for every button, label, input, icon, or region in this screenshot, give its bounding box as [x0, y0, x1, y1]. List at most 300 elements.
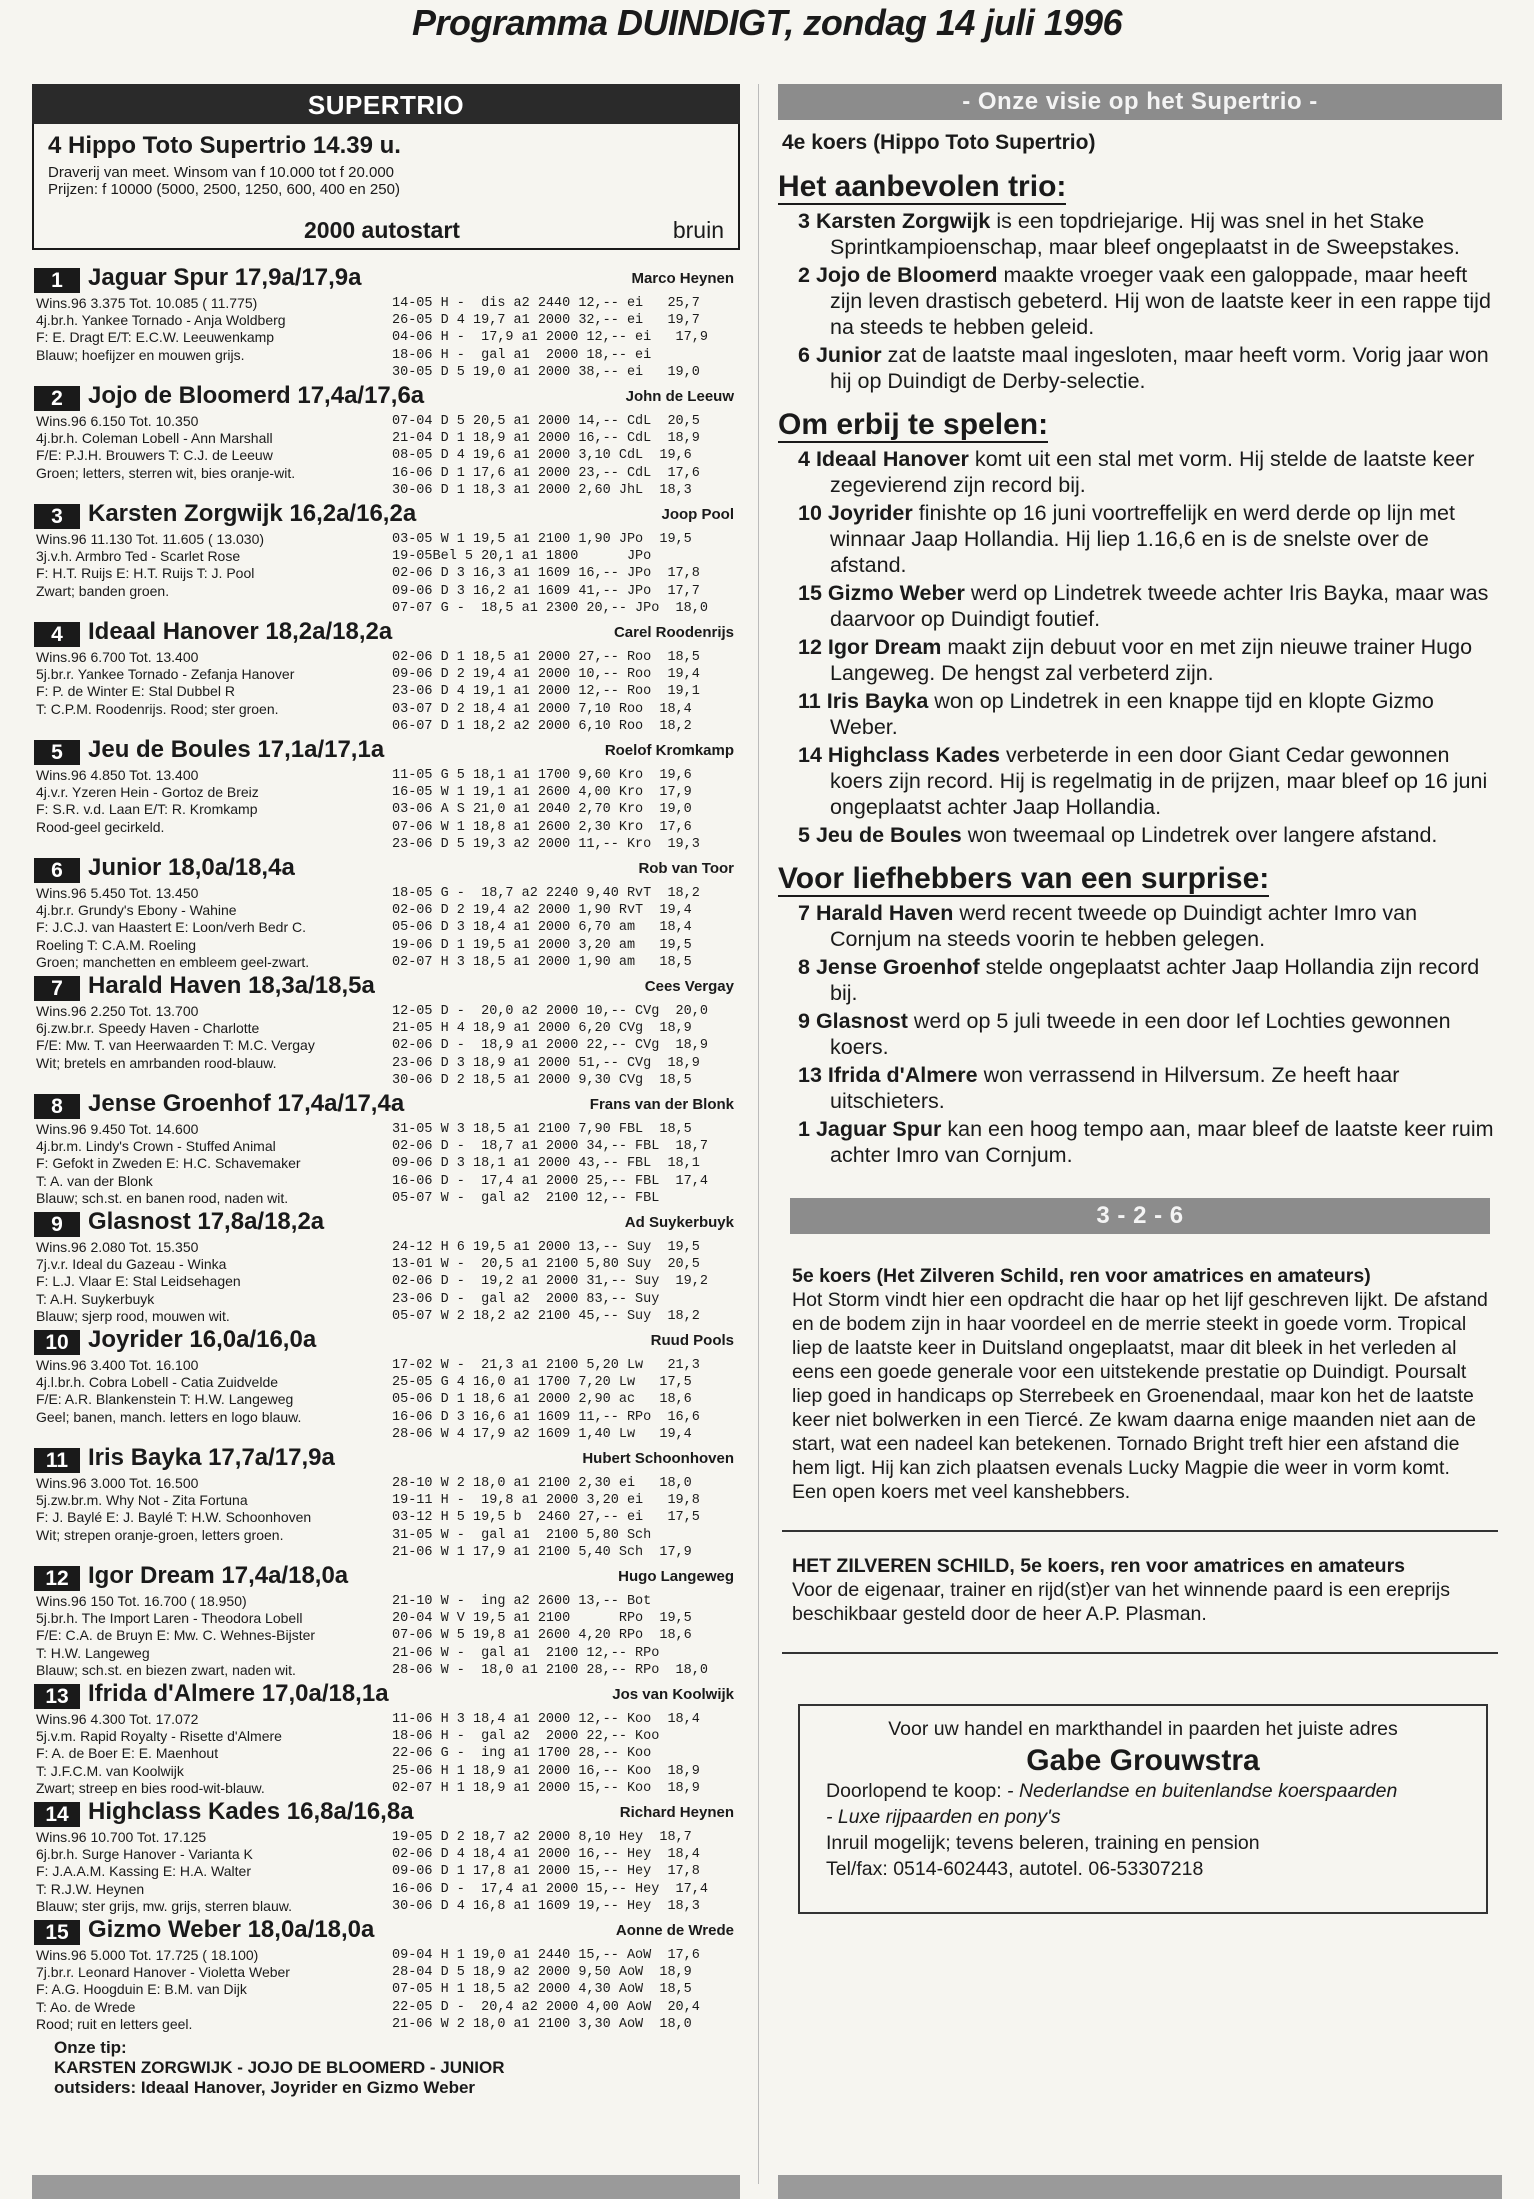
result-row: 16-06 D - 17,4 a1 2000 15,-- Hey 17,4: [392, 1881, 708, 1897]
result-row: 13-01 W - 20,5 a1 2100 5,80 Suy 20,5: [392, 1257, 700, 1273]
result-row: 20-04 W V 19,5 a1 2100 RPo 19,5: [392, 1611, 692, 1627]
result-row: 12-05 D - 20,0 a2 2000 10,-- CVg 20,0: [392, 1004, 708, 1019]
horse-results: [392, 885, 738, 971]
horse-entry: [32, 972, 740, 1090]
result-row: 09-06 D 3 16,2 a1 1609 41,-- JPo 17,7: [392, 583, 700, 599]
result-row: 19-05 D 2 18,7 a2 2000 8,10 Hey 18,7: [392, 1830, 692, 1845]
pick-horse: Ifrida d'Almere: [827, 1063, 978, 1087]
vision-section: [778, 408, 1502, 848]
horse-info-line: Rood; ruit en letters geel.: [36, 2015, 193, 2032]
horse-jockey: Ruud Pools: [650, 1332, 734, 1349]
pick-item: [778, 634, 1502, 686]
horse-info-line: F: J.C.J. van Haastert E: Loon/verh Bedr C.: [36, 919, 306, 936]
horse-info-line: Groen; manchetten en embleem geel-zwart.: [36, 953, 310, 970]
horse-name: Junior 18,0a/18,4a: [88, 854, 295, 881]
horse-info-line: Wins.96 10.700 Tot. 17.125: [36, 1829, 207, 1845]
horse-name: Harald Haven 18,3a/18,5a: [88, 972, 375, 999]
pick-number: 4: [798, 447, 810, 471]
horse-jockey: Ad Suykerbuyk: [624, 1214, 734, 1231]
horse-number: 15: [34, 1920, 80, 1945]
left-column: [32, 84, 740, 2098]
result-row: 08-05 D 4 19,6 a1 2000 3,10 CdL 19,6: [392, 448, 692, 464]
horse-info-line: Wins.96 5.450 Tot. 13.450: [36, 885, 199, 901]
horse-results: [392, 1829, 738, 1915]
horse-name: Jense Groenhof 17,4a/17,4a: [88, 1090, 405, 1117]
supertrio-bar: SUPERTRIO: [32, 84, 740, 124]
horse-info-line: 4j.v.r. Yzeren Hein - Gortoz de Breiz: [36, 784, 259, 801]
horse-jockey: Aonne de Wrede: [615, 1922, 734, 1939]
pick-horse: Jense Groenhof: [815, 955, 980, 979]
horse-entry: [32, 854, 740, 972]
result-row: 03-05 W 1 19,5 a1 2100 1,90 JPo 19,5: [392, 532, 692, 547]
pick-number: 1: [798, 1117, 810, 1141]
horse-jockey: Hugo Langeweg: [618, 1568, 734, 1585]
horse-number: 6: [34, 858, 80, 883]
horse-info-line: Wins.96 3.000 Tot. 16.500: [36, 1475, 199, 1491]
horse-info-line: F/E: Mw. T. van Heerwaarden T: M.C. Vergay: [36, 1037, 315, 1054]
horse-info: [36, 1357, 396, 1426]
pick-item: [778, 900, 1502, 952]
horse-entry: [32, 618, 740, 736]
result-row: 30-05 D 5 19,0 a1 2000 38,-- ei 19,0: [392, 364, 700, 380]
horse-info-line: T: J.F.C.M. van Koolwijk: [36, 1762, 184, 1779]
horse-info-line: F: P. de Winter E: Stal Dubbel R: [36, 683, 235, 700]
result-row: 26-05 D 4 19,7 a1 2000 32,-- ei 19,7: [392, 313, 700, 329]
horse-entry: [32, 736, 740, 854]
horse-info: [36, 295, 396, 364]
pick-text: won verrassend in Hilversum. Ze heeft haar uitschieters.: [830, 1063, 1400, 1113]
horse-info-line: Rood-geel gecirkeld.: [36, 818, 165, 835]
horse-info-line: Blauw; ster grijs, mw. grijs, sterren blauw.: [36, 1897, 292, 1914]
ad-name: Gabe Grouwstra: [1026, 1744, 1260, 1777]
horse-entry: [32, 1798, 740, 1916]
horse-info-line: Wit; bretels en amrbanden rood-blauw.: [36, 1054, 277, 1071]
race-header: [32, 124, 740, 250]
pick-number: 3: [798, 209, 810, 233]
horse-name: Karsten Zorgwijk 16,2a/16,2a: [88, 500, 417, 527]
horse-name: Jojo de Bloomerd 17,4a/17,6a: [88, 382, 425, 409]
horse-entry: [32, 500, 740, 618]
section-heading-text: Voor liefhebbers van een surprise:: [778, 862, 1270, 895]
result-row: 31-05 W 3 18,5 a1 2100 7,90 FBL 18,5: [392, 1122, 692, 1137]
result-row: 05-07 W - gal a2 2100 12,-- FBL: [392, 1190, 660, 1206]
vision-section: [778, 862, 1502, 1168]
tip-outsiders: outsiders: Ideaal Hanover, Joyrider en Gizmo Weber: [54, 2078, 476, 2097]
horse-number: 2: [34, 386, 80, 411]
horse-results: [392, 1475, 738, 1561]
horse-name: Jeu de Boules 17,1a/17,1a: [88, 736, 385, 763]
horse-info-line: F: S.R. v.d. Laan E/T: R. Kromkamp: [36, 801, 258, 818]
pick-number: 6: [798, 343, 810, 367]
horse-info-line: Wins.96 11.130 Tot. 11.605 ( 13.030): [36, 531, 265, 547]
horse-jockey: Frans van der Blonk: [589, 1096, 734, 1113]
pick-number: 13: [798, 1063, 822, 1087]
horse-results: [392, 649, 738, 735]
horse-name: Highclass Kades 16,8a/16,8a: [88, 1798, 414, 1825]
horse-info-line: 5j.br.r. Yankee Tornado - Zefanja Hanover: [36, 666, 295, 683]
pick-horse: Joyrider: [827, 501, 913, 525]
horse-entry: [32, 1208, 740, 1326]
horse-name: Jaguar Spur 17,9a/17,9a: [88, 264, 362, 291]
horse-name: Ifrida d'Almere 17,0a/18,1a: [88, 1680, 389, 1707]
race-title: 4 Hippo Toto Supertrio 14.39 u.: [48, 132, 401, 159]
result-row: 07-06 W 1 18,8 a1 2600 2,30 Kro 17,6: [392, 819, 692, 835]
horse-info: [36, 1593, 396, 1679]
horse-info-line: 5j.zw.br.m. Why Not - Zita Fortuna: [36, 1492, 248, 1509]
result-row: 02-06 D - 18,7 a1 2000 34,-- FBL 18,7: [392, 1139, 708, 1155]
horse-info-line: Wins.96 2.080 Tot. 15.350: [36, 1239, 199, 1255]
horse-info-line: F: Gefokt in Zweden E: H.C. Schavemaker: [36, 1155, 301, 1172]
result-row: 25-05 G 4 16,0 a1 1700 7,20 Lw 17,5: [392, 1375, 692, 1391]
ad-line-label: Doorlopend te koop:: [826, 1780, 1008, 1802]
horse-entry: [32, 1090, 740, 1208]
result-row: 02-06 D - 19,2 a1 2000 31,-- Suy 19,2: [392, 1274, 708, 1290]
koers5-article: [792, 1264, 1488, 1504]
horse-info-line: 3j.v.h. Armbro Ted - Scarlet Rose: [36, 548, 241, 565]
horse-info-line: F: J.A.A.M. Kassing E: H.A. Walter: [36, 1863, 251, 1880]
horse-jockey: Cees Vergay: [644, 978, 734, 995]
horse-entry: [32, 1444, 740, 1562]
horse-jockey: Hubert Schoonhoven: [582, 1450, 734, 1467]
pick-number: 14: [798, 743, 822, 767]
result-row: 02-06 D - 18,9 a1 2000 22,-- CVg 18,9: [392, 1038, 708, 1054]
result-row: 09-04 H 1 19,0 a1 2440 15,-- AoW 17,6: [392, 1948, 700, 1963]
horse-info-line: F/E: P.J.H. Brouwers T: C.J. de Leeuw: [36, 447, 273, 464]
horse-number: 4: [34, 622, 80, 647]
horse-info-line: Blauw; sch.st. en banen rood, naden wit.: [36, 1189, 289, 1206]
footer-bar: [32, 2175, 740, 2199]
pick-horse: Highclass Kades: [827, 743, 1000, 767]
pick-text: maakte vroeger vaak een galoppade, maar heeft zijn leven drastisch gebeterd. Hij won de laatste keer in een rappe tijd na steeds te hebben geleid.: [830, 263, 1491, 339]
footer-bar: [778, 2175, 1502, 2199]
horse-info: [36, 1711, 396, 1797]
pick-text: verbeterde in een door Giant Cedar gewonnen koers zijn record. Hij is regelmatig in de prijzen, maar bleef op 16 juni ongeplaatst achter Jaap Hollandia.: [830, 743, 1488, 819]
zilver-title: HET ZILVEREN SCHILD, 5e koers, ren voor amatrices en amateurs: [792, 1555, 1406, 1577]
horse-info-line: T: R.J.W. Heynen: [36, 1880, 145, 1897]
result-row: 05-06 D 1 18,6 a1 2000 2,90 ac 18,6: [392, 1392, 692, 1408]
result-row: 18-06 H - gal a1 2000 18,-- ei: [392, 347, 652, 363]
pick-number: 11: [798, 689, 821, 713]
horse-info-line: Wins.96 6.700 Tot. 13.400: [36, 649, 199, 665]
horse-info-line: 4j.l.br.h. Cobra Lobell - Catia Zuidvelde: [36, 1374, 279, 1391]
horse-number: 13: [34, 1684, 80, 1709]
horse-info: [36, 1239, 396, 1325]
pick-item: [778, 208, 1502, 260]
horse-jockey: Roelof Kromkamp: [604, 742, 734, 759]
pick-number: 2: [798, 263, 810, 287]
horse-number: 9: [34, 1212, 80, 1237]
horse-info: [36, 767, 396, 836]
horse-name: Glasnost 17,8a/18,2a: [88, 1208, 325, 1235]
horse-info-line: Blauw; hoefijzer en mouwen grijs.: [36, 346, 245, 363]
result-row: 21-06 W - gal a1 2100 12,-- RPo: [392, 1645, 660, 1661]
result-row: 11-05 G 5 18,1 a1 1700 9,60 Kro 19,6: [392, 768, 692, 783]
result-row: 19-06 D 1 19,5 a1 2000 3,20 am 19,5: [392, 937, 692, 953]
horse-name: Joyrider 16,0a/16,0a: [88, 1326, 317, 1353]
result-row: 16-05 W 1 19,1 a1 2600 4,00 Kro 17,9: [392, 785, 692, 801]
horse-info-line: T: H.W. Langeweg: [36, 1644, 150, 1661]
pick-item: [778, 954, 1502, 1006]
race-distance: 2000 autostart: [304, 217, 460, 243]
koers5-title: 5e koers (Het Zilveren Schild, ren voor amatrices en amateurs): [792, 1265, 1371, 1287]
horse-info-line: Zwart; banden groen.: [36, 582, 170, 599]
section-heading: [778, 170, 1502, 203]
result-row: 09-06 D 3 18,1 a1 2000 43,-- FBL 18,1: [392, 1156, 700, 1172]
result-row: 23-06 D 5 19,3 a2 2000 11,-- Kro 19,3: [392, 836, 700, 852]
horse-info-line: F: L.J. Vlaar E: Stal Leidsehagen: [36, 1273, 241, 1290]
result-row: 19-11 H - 19,8 a1 2000 3,20 ei 19,8: [392, 1493, 700, 1509]
horse-info: [36, 1947, 396, 2033]
horse-results: [392, 767, 738, 853]
pick-item: [778, 742, 1502, 820]
horse-results: [392, 1947, 738, 2033]
section-heading-text: Het aanbevolen trio:: [778, 170, 1067, 203]
result-row: 22-06 G - ing a1 1700 28,-- Koo: [392, 1746, 652, 1762]
horse-info-line: F: A.G. Hoogduin E: B.M. van Dijk: [36, 1981, 247, 1998]
pick-text: stelde ongeplaatst achter Jaap Hollandia zijn record bij.: [830, 955, 1480, 1005]
result-row: 03-07 D 2 18,4 a1 2000 7,10 Roo 18,4: [392, 701, 692, 717]
pick-text: komt uit een stal met vorm. Hij stelde de laatste keer zegevierend zijn record bij.: [830, 447, 1475, 497]
pick-horse: Ideaal Hanover: [815, 447, 969, 471]
horse-info-line: Geel; banen, manch. letters en logo blauw.: [36, 1408, 302, 1425]
horse-info: [36, 649, 396, 718]
pick-horse: Harald Haven: [815, 901, 954, 925]
ad-line-italic: - Nederlandse en buitenlandse koerspaarden: [1007, 1780, 1398, 1802]
horse-info-line: Wins.96 6.150 Tot. 10.350: [36, 413, 199, 429]
horse-name: Iris Bayka 17,7a/17,9a: [88, 1444, 335, 1471]
horse-jockey: Rob van Toor: [638, 860, 734, 877]
pick-item: [778, 688, 1502, 740]
pick-horse: Jaguar Spur: [815, 1117, 942, 1141]
pick-text: won op Lindetrek in een knappe tijd en klopte Gizmo Weber.: [830, 689, 1434, 739]
horse-info-line: F/E: A.R. Blankenstein T: H.W. Langeweg: [36, 1391, 294, 1408]
pick-item: [778, 342, 1502, 394]
result-row: 02-06 D 3 16,3 a1 1609 16,-- JPo 17,8: [392, 566, 700, 582]
result-row: 22-05 D - 20,4 a2 2000 4,00 AoW 20,4: [392, 1999, 700, 2015]
result-row: 23-06 D 4 19,1 a1 2000 12,-- Roo 19,1: [392, 684, 700, 700]
race-surface: bruin: [672, 217, 724, 243]
pick-number: 5: [798, 823, 810, 847]
horse-info-line: 4j.br.m. Lindy's Crown - Stuffed Animal: [36, 1138, 276, 1155]
result-row: 02-06 D 4 18,4 a1 2000 16,-- Hey 18,4: [392, 1847, 700, 1863]
pick-text: maakt zijn debuut voor en met zijn nieuwe trainer Hugo Langeweg. De hengst zal verbeterd zijn.: [830, 635, 1473, 685]
result-row: 21-10 W - ing a2 2600 13,-- Bot: [392, 1594, 652, 1609]
horse-jockey: John de Leeuw: [625, 388, 734, 405]
horse-info-line: 5j.v.m. Rapid Royalty - Risette d'Almere: [36, 1728, 282, 1745]
pick-horse: Iris Bayka: [826, 689, 929, 713]
pick-item: [778, 580, 1502, 632]
pick-item: [778, 500, 1502, 578]
result-row: 30-06 D 1 18,3 a1 2000 2,60 JhL 18,3: [392, 482, 692, 498]
pick-number: 8: [798, 955, 810, 979]
horse-results: [392, 531, 738, 617]
result-row: 05-07 W 2 18,2 a2 2100 45,-- Suy 18,2: [392, 1308, 700, 1324]
pick-horse: Karsten Zorgwijk: [815, 209, 991, 233]
horse-info-line: Wit; strepen oranje-groen, letters groen.: [36, 1526, 284, 1543]
pick-horse: Igor Dream: [827, 635, 942, 659]
horse-info-line: 4j.br.h. Coleman Lobell - Ann Marshall: [36, 430, 273, 447]
horse-info: [36, 1475, 396, 1544]
horse-info-line: Wins.96 2.250 Tot. 13.700: [36, 1003, 199, 1019]
horse-info-line: Zwart; streep en bies rood-wit-blauw.: [36, 1779, 265, 1796]
zilver-notice: [792, 1554, 1488, 1626]
horse-results: [392, 1003, 738, 1089]
horse-info: [36, 1829, 396, 1915]
horse-results: [392, 1121, 738, 1207]
horse-info-line: Wins.96 3.375 Tot. 10.085 ( 11.775): [36, 295, 258, 311]
horse-number: 1: [34, 268, 80, 293]
result-row: 07-04 D 5 20,5 a1 2000 14,-- CdL 20,5: [392, 414, 700, 429]
horse-info-line: 6j.zw.br.r. Speedy Haven - Charlotte: [36, 1020, 260, 1037]
horse-info-line: 5j.br.h. The Import Laren - Theodora Lobell: [36, 1610, 303, 1627]
horse-info-line: F/E: C.A. de Bruyn E: Mw. C. Wehnes-Bijster: [36, 1627, 316, 1644]
horse-entry: [32, 1916, 740, 2034]
pick-number: 12: [798, 635, 822, 659]
horse-info-line: Wins.96 4.300 Tot. 17.072: [36, 1711, 199, 1727]
horse-entry: [32, 1680, 740, 1798]
ad-line: Inruil mogelijk; tevens beleren, training en pension: [826, 1832, 1260, 1854]
horse-info-line: T: C.P.M. Roodenrijs. Rood; ster groen.: [36, 700, 279, 717]
result-row: 30-06 D 2 18,5 a1 2000 9,30 CVg 18,5: [392, 1072, 692, 1088]
result-row: 21-05 H 4 18,9 a1 2000 6,20 CVg 18,9: [392, 1021, 692, 1037]
horse-jockey: Marco Heynen: [631, 270, 734, 287]
horse-number: 10: [34, 1330, 80, 1355]
pick-item: [778, 1008, 1502, 1060]
result-row: 17-02 W - 21,3 a1 2100 5,20 Lw 21,3: [392, 1358, 700, 1373]
horse-results: [392, 295, 738, 381]
horse-results: [392, 1593, 738, 1679]
result-row: 02-06 D 1 18,5 a1 2000 27,-- Roo 18,5: [392, 650, 700, 665]
pick-text: won tweemaal op Lindetrek over langere afstand.: [961, 823, 1438, 847]
result-row: 07-06 W 5 19,8 a1 2600 4,20 RPo 18,6: [392, 1628, 692, 1644]
horse-info: [36, 1003, 396, 1072]
horse-info-line: 4j.br.r. Grundy's Ebony - Wahine: [36, 902, 237, 919]
pick-text: finishte op 16 juni voortreffelijk en werd derde op lijn met winnaar Jaap Hollandia. Hij liep 1.16,6 en is de snelste over de afstand.: [830, 501, 1455, 577]
horse-info-line: 6j.br.h. Surge Hanover - Varianta K: [36, 1846, 253, 1863]
result-row: 05-06 D 3 18,4 a1 2000 6,70 am 18,4: [392, 920, 692, 936]
horse-info-line: Wins.96 9.450 Tot. 14.600: [36, 1121, 199, 1137]
vision-body: [778, 130, 1502, 1168]
tip-label: Onze tip:: [54, 2038, 127, 2057]
horse-number: 12: [34, 1566, 80, 1591]
pick-number: 7: [798, 901, 810, 925]
race-info: [48, 164, 724, 198]
horse-results: [392, 1239, 738, 1325]
pick-text: zat de laatste maal ingesloten, maar heeft vorm. Vorig jaar won hij op Duindigt de Derby-selectie.: [830, 343, 1489, 393]
race-info-line: Prijzen: f 10000 (5000, 2500, 1250, 600, 400 en 250): [48, 181, 400, 198]
column-divider: [758, 84, 759, 2184]
horse-info: [36, 531, 396, 600]
result-row: 31-05 W - gal a1 2100 5,80 Sch: [392, 1527, 652, 1543]
horse-number: 8: [34, 1094, 80, 1119]
horse-info-line: Wins.96 4.850 Tot. 13.400: [36, 767, 199, 783]
result-row: 18-05 G - 18,7 a2 2240 9,40 RvT 18,2: [392, 886, 700, 901]
pick-horse: Jojo de Bloomerd: [815, 263, 998, 287]
pick-number: 9: [798, 1009, 810, 1033]
horse-number: 7: [34, 976, 80, 1001]
horse-results: [392, 1357, 738, 1443]
result-row: 16-06 D 3 16,6 a1 1609 11,-- RPo 16,6: [392, 1409, 700, 1425]
horse-info-line: Wins.96 5.000 Tot. 17.725 ( 18.100): [36, 1947, 259, 1963]
horse-info-line: F: A. de Boer E: E. Maenhout: [36, 1745, 219, 1762]
horse-info: [36, 885, 396, 971]
pick-text: werd op Lindetrek tweede achter Iris Bayka, maar was daarvoor op Duindigt foutief.: [830, 581, 1489, 631]
horse-number: 11: [34, 1448, 80, 1473]
horse-jockey: Carel Roodenrijs: [613, 624, 734, 641]
horse-info-line: Roeling T: C.A.M. Roeling: [36, 936, 197, 953]
section-heading: [778, 862, 1502, 895]
horse-list: [32, 264, 740, 2034]
horse-info-line: T: A. van der Blonk: [36, 1172, 153, 1189]
horse-info-line: T: Ao. de Wrede: [36, 1998, 136, 2015]
horse-info-line: F: E. Dragt E/T: E.C.W. Leeuwenkamp: [36, 329, 275, 346]
result-row: 14-05 H - dis a2 2440 12,-- ei 25,7: [392, 296, 700, 311]
horse-info-line: F: J. Baylé E: J. Baylé T: H.W. Schoonhoven: [36, 1509, 312, 1526]
combo-bar: 3 - 2 - 6: [790, 1198, 1490, 1234]
pick-item: [778, 446, 1502, 498]
pick-item: [778, 822, 1502, 848]
pick-number: 15: [798, 581, 822, 605]
result-row: 23-06 D - gal a2 2000 83,-- Suy: [392, 1291, 660, 1307]
result-row: 11-06 H 3 18,4 a1 2000 12,-- Koo 18,4: [392, 1712, 700, 1727]
horse-number: 3: [34, 504, 80, 529]
result-row: 28-10 W 2 18,0 a1 2100 2,30 ei 18,0: [392, 1476, 692, 1491]
horse-info: [36, 1121, 396, 1207]
pick-item: [778, 1062, 1502, 1114]
race-info-line: Draverij van meet. Winsom van f 10.000 tot f 20.000: [48, 164, 395, 181]
result-row: 21-04 D 1 18,9 a1 2000 16,-- CdL 18,9: [392, 431, 700, 447]
pick-text: werd recent tweede op Duindigt achter Imro van Cornjum na steeds voorin te hebben gelegen.: [830, 901, 1418, 951]
horse-info: [36, 413, 396, 482]
result-row: 03-12 H 5 19,5 b 2460 27,-- ei 17,5: [392, 1510, 700, 1526]
ad-contact: Tel/fax: 0514-602443, autotel. 06-53307218: [826, 1858, 1204, 1880]
result-row: 09-06 D 2 19,4 a1 2000 10,-- Roo 19,4: [392, 667, 700, 683]
horse-entry: [32, 1562, 740, 1680]
zilver-text: Voor de eigenaar, trainer en rijd(st)er van het winnende paard is een ereprijs beschikbaar gesteld door de heer A.P. Plasman.: [792, 1579, 1450, 1625]
result-row: 09-06 D 1 17,8 a1 2000 15,-- Hey 17,8: [392, 1864, 700, 1880]
horse-info-line: Groen; letters, sterren wit, bies oranje-wit.: [36, 464, 296, 481]
horse-jockey: Richard Heynen: [619, 1804, 734, 1821]
horse-info-line: 4j.br.h. Yankee Tornado - Anja Woldberg: [36, 312, 286, 329]
tip-main: KARSTEN ZORGWIJK - JOJO DE BLOOMERD - JUNIOR: [54, 2058, 505, 2077]
result-row: 30-06 D 4 16,8 a1 1609 19,-- Hey 18,3: [392, 1898, 700, 1914]
pick-number: 10: [798, 501, 822, 525]
pick-item: [778, 1116, 1502, 1168]
race-reference: 4e koers (Hippo Toto Supertrio): [782, 131, 1096, 154]
pick-text: is een topdriejarige. Hij was snel in het Stake Sprintkampioenschap, maar bleef ongeplaatst in de Sweepstakes.: [830, 209, 1460, 259]
result-row: 19-05Bel 5 20,1 a1 1800 JPo: [392, 549, 652, 565]
horse-info-line: 7j.v.r. Ideal du Gazeau - Winka: [36, 1256, 227, 1273]
separator: [782, 1530, 1498, 1532]
result-row: 25-06 H 1 18,9 a1 2000 16,-- Koo 18,9: [392, 1763, 700, 1779]
horse-entry: [32, 1326, 740, 1444]
pick-item: [778, 262, 1502, 340]
horse-name: Ideaal Hanover 18,2a/18,2a: [88, 618, 393, 645]
ad-line: [826, 1778, 1460, 1804]
horse-info-line: Wins.96 3.400 Tot. 16.100: [36, 1357, 199, 1373]
pick-horse: Glasnost: [815, 1009, 908, 1033]
ad-intro: Voor uw handel en markthandel in paarden het juiste adres: [888, 1718, 1398, 1740]
pick-horse: Jeu de Boules: [815, 823, 962, 847]
pick-horse: Gizmo Weber: [827, 581, 965, 605]
pick-text: kan een hoog tempo aan, maar bleef de laatste keer ruim achter Imro van Cornjum.: [830, 1117, 1494, 1167]
vision-bar: - Onze visie op het Supertrio -: [778, 84, 1502, 120]
ad-line: - Luxe rijpaarden en pony's: [826, 1806, 1061, 1828]
result-row: 24-12 H 6 19,5 a1 2000 13,-- Suy 19,5: [392, 1240, 700, 1255]
horse-number: 14: [34, 1802, 80, 1827]
result-row: 23-06 D 3 18,9 a1 2000 51,-- CVg 18,9: [392, 1055, 700, 1071]
horse-info-line: Wins.96 150 Tot. 16.700 ( 18.950): [36, 1593, 247, 1609]
